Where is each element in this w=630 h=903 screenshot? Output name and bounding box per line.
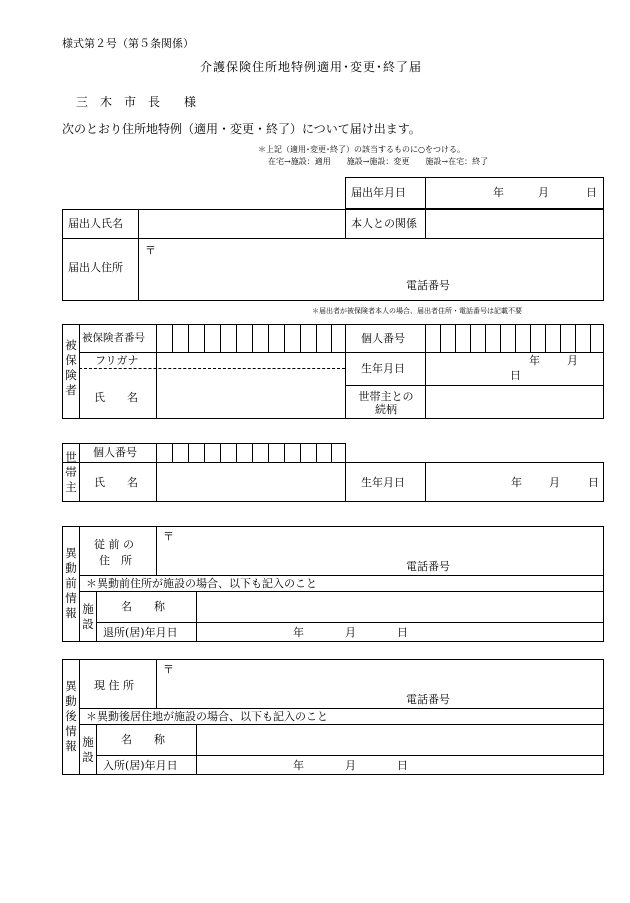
note-transitions: 在宅→施設：適用 施設→施設：変更 施設→在宅：終了 [268,157,489,166]
date-month-unit: 月 [538,186,549,199]
notifier-address-label: 届出人住所 [68,261,123,274]
enter-year-unit: 年 [293,759,304,772]
insured-birth-day-unit: 日 [510,369,521,382]
household-personal-number-label: 個人番号 [93,446,137,459]
before-phone-label: 電話番号 [406,560,450,573]
leave-date-field[interactable] [197,624,603,641]
form-title: 介護保険住所地特例適用･変更･終了届 [200,60,423,74]
after-phone-label: 電話番号 [406,693,450,706]
current-address-field[interactable] [157,661,603,707]
before-move-side-label: 異動前情報 [65,546,77,620]
enter-date-field[interactable] [197,757,603,774]
head-relation-label: 世帯主との続柄 [358,390,414,416]
after-facility-name-label: 名 称 [121,733,165,746]
notifier-address-field[interactable] [140,240,602,299]
insured-name-field[interactable] [157,370,344,418]
before-facility-note: ＊異動前住所が施設の場合、以下も記入のこと [86,577,317,590]
date-input-area[interactable] [427,179,602,207]
insured-name-label: 氏 名 [94,391,138,404]
relation-label: 本人との関係 [351,217,417,230]
household-personal-number-field[interactable] [157,444,345,461]
before-facility-name-field[interactable] [197,593,603,621]
note-circle-instruction: ＊上記（適用･変更･終了）の該当するものに○をつける。 [258,145,465,154]
date-year-unit: 年 [493,186,504,199]
household-head-side-label: 世帯主 [65,450,77,494]
intro-text: 次のとおり住所地特例（適用・変更・終了）について届け出ます。 [62,122,421,136]
furigana-field[interactable] [157,353,344,367]
addressee: 三 木 市 長 様 [76,95,197,109]
insured-personal-number-label: 個人番号 [361,332,405,345]
insured-birth-field[interactable] [426,353,603,384]
after-facility-label: 施設 [82,735,94,764]
insured-number-field[interactable] [157,325,344,351]
before-facility-name-label: 名 称 [121,600,165,613]
notification-date-label: 届出年月日 [351,186,406,199]
head-relation-field[interactable] [426,386,603,418]
notifier-name-label: 届出人氏名 [68,217,123,230]
insured-number-label: 被保険者番号 [82,332,145,344]
leave-date-label: 退所(居)年月日 [103,626,178,639]
household-birth-year-unit: 年 [511,476,522,489]
household-name-label: 氏 名 [94,476,138,489]
insured-birth-label: 生年月日 [361,362,405,375]
leave-month-unit: 月 [345,626,356,639]
relation-field[interactable] [427,211,602,236]
insured-personal-number-field[interactable] [426,325,603,351]
furigana-label: フリガナ [95,354,139,367]
enter-date-label: 入所(居)年月日 [103,759,178,772]
notifier-name-field[interactable] [140,211,343,236]
household-birth-day-unit: 日 [588,476,599,489]
insured-side-label: 被保険者 [65,338,77,397]
enter-month-unit: 月 [345,759,356,772]
household-name-field[interactable] [157,464,344,501]
postal-mark: 〒 [145,244,156,257]
prev-address-label-2: 住 所 [99,554,132,567]
prev-address-label-1: 従 前 の [94,538,134,551]
notifier-footnote: ＊届出者が被保険者本人の場合、届出者住所・電話番号は記載不要 [312,307,522,315]
household-birth-field[interactable] [426,464,603,501]
insured-birth-year-unit: 年 [529,354,540,367]
leave-day-unit: 日 [397,626,408,639]
date-day-unit: 日 [586,186,597,199]
current-address-label: 現 住 所 [94,679,134,692]
before-facility-label: 施設 [82,602,94,631]
after-facility-name-field[interactable] [197,726,603,754]
insured-birth-month-unit: 月 [567,354,578,367]
prev-address-field[interactable] [157,528,603,574]
form-number: 様式第２号（第５条関係） [62,37,194,50]
enter-day-unit: 日 [397,759,408,772]
before-postal-mark: 〒 [163,530,174,543]
household-birth-month-unit: 月 [549,476,560,489]
leave-year-unit: 年 [293,626,304,639]
after-postal-mark: 〒 [163,663,174,676]
phone-label: 電話番号 [406,279,450,292]
after-move-side-label: 異動後情報 [65,679,77,753]
household-birth-label: 生年月日 [361,476,405,489]
after-facility-note: ＊異動後居住地が施設の場合、以下も記入のこと [86,710,328,723]
